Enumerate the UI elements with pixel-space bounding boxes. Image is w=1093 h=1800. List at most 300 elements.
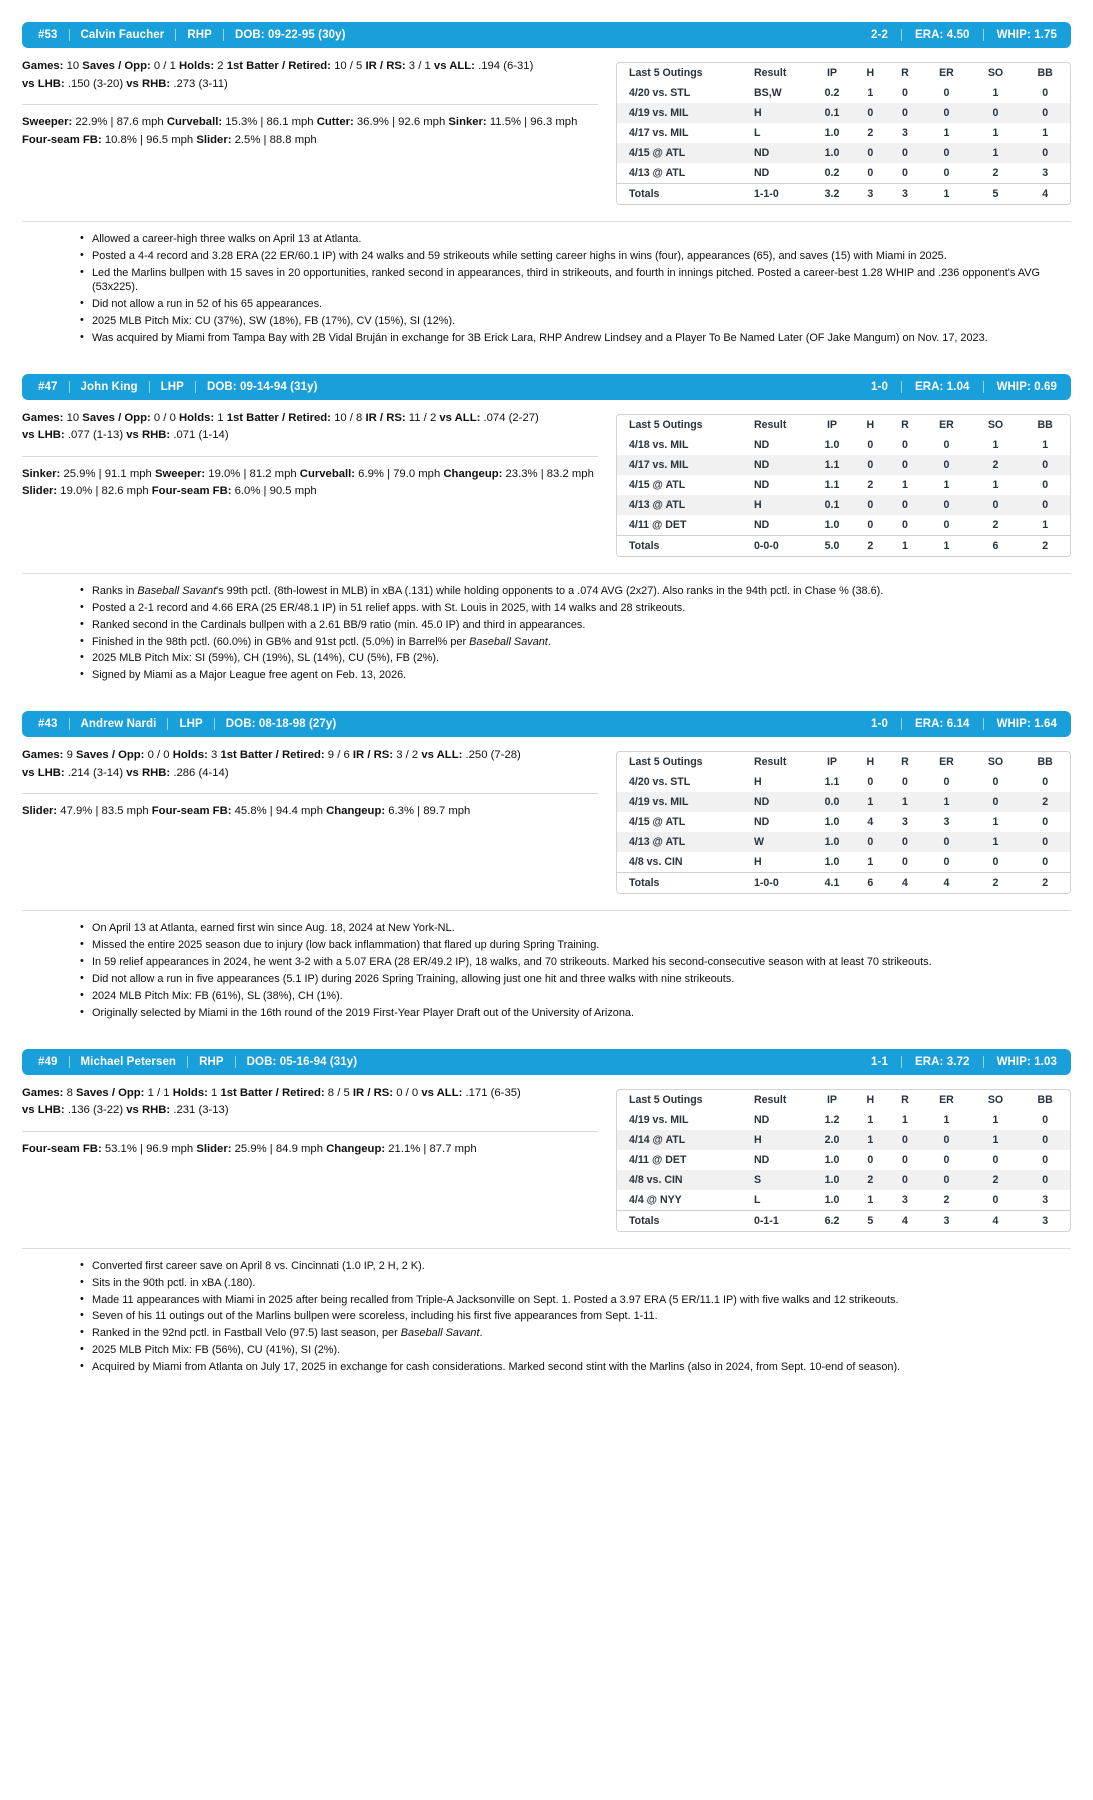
outing-er: 0 <box>943 458 950 471</box>
note-item: • Posted a 2-1 record and 4.66 ERA (25 ER/48.1 IP) in 51 relief apps. with St. Louis in 2025, with 14 walks and 28 strikeouts. <box>80 601 1071 615</box>
outing-r: 0 <box>901 87 908 99</box>
player-number: #49 <box>38 1055 58 1068</box>
outing-r: 0 <box>901 458 908 471</box>
outing-r: 0 <box>901 856 908 869</box>
column-header: H <box>866 67 875 79</box>
totals-r: 4 <box>901 877 908 890</box>
player-whip: WHIP: 1.75 <box>996 29 1057 41</box>
last-5-outings-column <box>612 1085 1071 1232</box>
column-header: Result <box>754 67 787 79</box>
section-spacer <box>22 1377 1071 1403</box>
outing-result: ND <box>754 167 770 179</box>
outing-result: W <box>754 836 764 849</box>
player-hand: LHP <box>179 718 203 731</box>
outing-h: 0 <box>867 167 874 179</box>
totals-row <box>617 184 1070 205</box>
outing-bb: 0 <box>1042 458 1049 471</box>
last-5-outings-table <box>616 751 1071 894</box>
totals-row <box>617 535 1070 556</box>
column-header: ER <box>939 756 954 769</box>
situational-stats-line-1: Games: 10 Saves / Opp: 0 / 1 Holds: 2 1st Batter / Retired: 10 / 5 IR / RS: 3 / 1 vs ALL: .194 (6-31) <box>22 60 534 72</box>
outing-date: 4/18 vs. MIL <box>629 438 689 451</box>
pitch-usage-line-1: Sinker: 25.9% | 91.1 mph Sweeper: 19.0% | 81.2 mph Curveball: 6.9% | 79.0 mph Changeup: 23.3% | 83.2 mph <box>22 467 594 480</box>
outing-bb: 0 <box>1042 107 1049 119</box>
player-body <box>22 400 1071 557</box>
column-header: BB <box>1037 67 1053 79</box>
totals-row <box>617 1210 1070 1231</box>
outing-bb: 0 <box>1042 816 1049 829</box>
totals-row <box>617 873 1070 894</box>
header-divider <box>983 718 984 730</box>
outing-result: ND <box>754 518 770 531</box>
outing-ip: 1.0 <box>824 836 840 849</box>
outing-so: 1 <box>992 127 999 139</box>
column-header: ER <box>939 418 954 431</box>
outing-so: 0 <box>992 776 999 789</box>
note-item: • Seven of his 11 outings out of the Marlins bullpen were scoreless, including his first five appearances from Sept. 1-11. <box>80 1309 1071 1323</box>
outing-h: 2 <box>867 1173 874 1186</box>
outing-row <box>617 812 1070 832</box>
outing-bb: 1 <box>1042 518 1049 531</box>
outing-h: 1 <box>867 1133 874 1146</box>
situational-stats-line-1: Games: 9 Saves / Opp: 0 / 0 Holds: 3 1st Batter / Retired: 9 / 6 IR / RS: 3 / 2 vs ALL: .250 (7-28) <box>22 749 521 762</box>
situational-stats-line-2: vs LHB: .214 (3-14) vs RHB: .286 (4-14) <box>22 766 229 779</box>
outing-r: 3 <box>901 1193 908 1206</box>
outing-ip: 0.2 <box>824 167 840 179</box>
outing-so: 1 <box>992 147 999 159</box>
last-5-outings-column <box>612 410 1071 557</box>
player-block <box>22 374 1071 683</box>
outing-er: 0 <box>943 1173 950 1186</box>
outing-so: 1 <box>992 438 999 451</box>
last-5-outings-column <box>612 747 1071 894</box>
header-divider <box>69 1056 70 1068</box>
player-header <box>22 1049 1071 1075</box>
header-divider <box>69 29 70 41</box>
header-divider <box>187 1056 188 1068</box>
header-divider <box>69 381 70 393</box>
column-header: H <box>866 756 875 769</box>
outing-h: 1 <box>867 1193 874 1206</box>
outing-so: 1 <box>992 836 999 849</box>
note-item: • Did not allow a run in 52 of his 65 appearances. <box>80 297 1071 311</box>
outing-r: 1 <box>901 1113 908 1126</box>
pitch-usage-line-1: Sweeper: 22.9% | 87.6 mph Curveball: 15.3% | 86.1 mph Cutter: 36.9% | 92.6 mph Sinker: 11.5% | 96.3 mph <box>22 116 578 128</box>
player-whip: WHIP: 1.64 <box>996 718 1057 731</box>
player-whip: WHIP: 1.03 <box>996 1055 1057 1068</box>
section-spacer <box>22 685 1071 711</box>
note-item: • On April 13 at Atlanta, earned first win since Aug. 18, 2024 at New York-NL. <box>80 921 1071 935</box>
totals-h: 2 <box>867 539 874 552</box>
outing-date: 4/13 @ ATL <box>629 167 686 179</box>
outing-bb: 1 <box>1042 127 1049 139</box>
column-header: IP <box>826 1093 837 1106</box>
outing-date: 4/15 @ ATL <box>629 147 686 159</box>
outing-r: 0 <box>901 518 908 531</box>
header-divider <box>69 718 70 730</box>
player-record: 1-1 <box>871 1055 888 1068</box>
outing-date: 4/17 vs. MIL <box>629 458 689 471</box>
player-era: ERA: 1.04 <box>914 380 970 393</box>
outing-h: 1 <box>867 796 874 809</box>
column-header: SO <box>987 1093 1004 1106</box>
totals-er: 3 <box>943 1214 950 1227</box>
column-header: R <box>901 1093 909 1106</box>
player-number: #43 <box>38 718 58 731</box>
column-header: Result <box>754 1093 787 1106</box>
stats-divider <box>22 456 598 457</box>
outing-bb: 0 <box>1042 1133 1049 1146</box>
player-header <box>22 711 1071 737</box>
outing-h: 0 <box>867 1153 874 1166</box>
player-stats-column <box>22 58 612 149</box>
note-item: • Ranks in Baseball Savant's 99th pctl. (8th-lowest in MLB) in xBA (.131) while holding opponents to a .074 AVG (2x27). Also ranks in the 94th pctl. in Chase % (38.6). <box>80 584 1071 598</box>
outing-row <box>617 143 1070 163</box>
player-header <box>22 374 1071 400</box>
note-item: • Led the Marlins bullpen with 15 saves in 20 opportunities, ranked second in appearances, third in strikeouts, and fourth in innings pitched. Posted a career-best 1.28 WHIP and .236 opponent's AVG (53x225). <box>80 266 1071 295</box>
outing-h: 1 <box>867 87 874 99</box>
outing-er: 0 <box>943 438 950 451</box>
outing-ip: 1.0 <box>824 438 840 451</box>
outing-so: 0 <box>992 498 999 511</box>
player-record: 2-2 <box>871 29 888 41</box>
outing-ip: 1.0 <box>824 127 840 139</box>
outing-h: 0 <box>867 498 874 511</box>
outing-date: 4/13 @ ATL <box>629 498 686 511</box>
outing-result: ND <box>754 478 770 491</box>
outing-ip: 1.0 <box>824 147 840 159</box>
outing-er: 1 <box>943 478 950 491</box>
outing-row <box>617 83 1070 103</box>
totals-bb: 4 <box>1042 188 1049 200</box>
outing-result: ND <box>754 796 770 809</box>
outing-bb: 0 <box>1042 1113 1049 1126</box>
outing-so: 0 <box>992 1193 999 1206</box>
player-number: #47 <box>38 380 58 393</box>
outing-bb: 0 <box>1042 498 1049 511</box>
player-block <box>22 1049 1071 1375</box>
outing-h: 0 <box>867 147 874 159</box>
outing-bb: 0 <box>1042 478 1049 491</box>
column-header: R <box>901 418 909 431</box>
column-header: SO <box>987 67 1004 79</box>
column-header: BB <box>1037 756 1053 769</box>
player-name: Andrew Nardi <box>80 718 157 731</box>
totals-date: Totals <box>629 539 660 552</box>
player-record: 1-0 <box>871 380 888 393</box>
totals-h: 6 <box>867 877 874 890</box>
outing-bb: 0 <box>1042 1153 1049 1166</box>
totals-h: 3 <box>867 188 874 200</box>
outing-h: 2 <box>867 478 874 491</box>
outing-result: H <box>754 107 762 119</box>
outing-row <box>617 1190 1070 1211</box>
outing-row <box>617 455 1070 475</box>
outing-row <box>617 852 1070 873</box>
note-item: • Finished in the 98th pctl. (60.0%) in GB% and 91st pctl. (5.0%) in Barrel% per Baseball Savant. <box>80 635 1071 649</box>
outing-result: ND <box>754 458 770 471</box>
outing-so: 1 <box>992 1133 999 1146</box>
outing-ip: 1.2 <box>824 1113 840 1126</box>
header-divider <box>167 718 168 730</box>
column-header: Last 5 Outings <box>629 418 703 431</box>
outing-ip: 1.0 <box>824 856 840 869</box>
notes-divider <box>22 910 1071 911</box>
player-number: #53 <box>38 29 58 41</box>
outing-result: H <box>754 498 762 511</box>
outing-so: 0 <box>992 1153 999 1166</box>
stats-divider <box>22 793 598 794</box>
totals-r: 3 <box>901 188 908 200</box>
column-header: ER <box>939 67 954 79</box>
totals-ip: 4.1 <box>824 877 840 890</box>
outing-er: 2 <box>943 1193 950 1206</box>
outing-er: 0 <box>943 498 950 511</box>
outing-row <box>617 163 1070 184</box>
situational-stats-line-1: Games: 8 Saves / Opp: 1 / 1 Holds: 1 1st Batter / Retired: 8 / 5 IR / RS: 0 / 0 vs ALL: .171 (6-35) <box>22 1086 521 1099</box>
outing-h: 0 <box>867 438 874 451</box>
last-5-outings-table <box>616 414 1071 557</box>
player-notes <box>22 921 1071 1020</box>
player-name: John King <box>80 380 138 393</box>
situational-stats-line-2: vs LHB: .136 (3-22) vs RHB: .231 (3-13) <box>22 1104 229 1117</box>
outing-date: 4/20 vs. STL <box>629 87 691 99</box>
outing-date: 4/11 @ DET <box>629 1153 687 1166</box>
player-body <box>22 737 1071 894</box>
outing-ip: 1.0 <box>824 816 840 829</box>
note-item: • Ranked in the 92nd pctl. in Fastball Velo (97.5) last season, per Baseball Savant. <box>80 1326 1071 1340</box>
player-block <box>22 711 1071 1020</box>
outing-date: 4/19 vs. MIL <box>629 796 689 809</box>
player-era: ERA: 4.50 <box>914 29 970 41</box>
column-header: H <box>866 418 875 431</box>
outing-r: 0 <box>901 167 908 179</box>
outing-h: 0 <box>867 776 874 789</box>
column-header: IP <box>826 418 837 431</box>
outing-result: ND <box>754 1153 770 1166</box>
player-body <box>22 48 1071 205</box>
totals-er: 1 <box>943 188 950 200</box>
outing-result: L <box>754 1193 761 1206</box>
outing-date: 4/14 @ ATL <box>629 1133 686 1146</box>
outing-r: 0 <box>901 836 908 849</box>
outing-er: 0 <box>943 167 950 179</box>
outing-date: 4/17 vs. MIL <box>629 127 689 139</box>
totals-so: 2 <box>992 877 999 890</box>
outing-so: 0 <box>992 796 999 809</box>
note-item: • Posted a 4-4 record and 3.28 ERA (22 ER/60.1 IP) with 24 walks and 59 strikeouts while setting career highs in wins (four), appearances (65), and saves (15) with Miami in 2025. <box>80 249 1071 263</box>
totals-so: 6 <box>992 539 999 552</box>
outing-row <box>617 1170 1070 1190</box>
outing-ip: 1.1 <box>824 458 840 471</box>
outing-r: 3 <box>901 816 908 829</box>
outing-bb: 2 <box>1042 796 1049 809</box>
note-item: • Converted first career save on April 8 vs. Cincinnati (1.0 IP, 2 H, 2 K). <box>80 1259 1071 1273</box>
outing-ip: 1.0 <box>824 1153 840 1166</box>
outing-ip: 0.1 <box>824 107 840 119</box>
outing-result: H <box>754 776 762 789</box>
player-name: Michael Petersen <box>80 1055 177 1068</box>
outing-er: 1 <box>943 1113 950 1126</box>
totals-r: 1 <box>901 539 908 552</box>
outing-row <box>617 1130 1070 1150</box>
outing-er: 0 <box>943 107 950 119</box>
outing-er: 0 <box>943 836 950 849</box>
outing-ip: 0.1 <box>824 498 840 511</box>
column-header: Result <box>754 756 787 769</box>
note-item: • Allowed a career-high three walks on April 13 at Atlanta. <box>80 232 1071 246</box>
player-header <box>22 22 1071 48</box>
totals-h: 5 <box>867 1214 874 1227</box>
totals-date: Totals <box>629 188 660 200</box>
outing-h: 0 <box>867 836 874 849</box>
column-header: Last 5 Outings <box>629 756 703 769</box>
section-spacer <box>22 348 1071 374</box>
outing-result: H <box>754 856 762 869</box>
note-item: • In 59 relief appearances in 2024, he went 3-2 with a 5.07 ERA (28 ER/49.2 IP), 18 walks, and 70 strikeouts. Marked his second-consecutive season with at least 70 strikeouts. <box>80 955 1071 969</box>
outing-bb: 0 <box>1042 836 1049 849</box>
player-notes <box>22 1259 1071 1375</box>
outing-bb: 0 <box>1042 856 1049 869</box>
outing-row <box>617 1150 1070 1170</box>
totals-er: 4 <box>943 877 950 890</box>
outing-ip: 2.0 <box>824 1133 840 1146</box>
column-header: H <box>866 1093 875 1106</box>
player-stats-column <box>22 410 612 501</box>
outing-ip: 1.0 <box>824 1193 840 1206</box>
outing-row <box>617 123 1070 143</box>
player-whip: WHIP: 0.69 <box>996 380 1057 393</box>
outing-er: 1 <box>943 127 950 139</box>
outing-er: 1 <box>943 796 950 809</box>
player-list <box>22 22 1071 1403</box>
outing-h: 0 <box>867 518 874 531</box>
outing-r: 0 <box>901 438 908 451</box>
totals-result: 1-0-0 <box>754 877 779 890</box>
player-era: ERA: 6.14 <box>914 718 970 731</box>
outing-r: 1 <box>901 796 908 809</box>
column-header: IP <box>826 756 837 769</box>
outing-bb: 0 <box>1042 776 1049 789</box>
outing-r: 0 <box>901 1133 908 1146</box>
outing-result: H <box>754 1133 762 1146</box>
player-stats-column <box>22 1085 612 1159</box>
outing-er: 0 <box>943 776 950 789</box>
player-record: 1-0 <box>871 718 888 731</box>
outing-ip: 1.0 <box>824 1173 840 1186</box>
note-item: • Sits in the 90th pctl. in xBA (.180). <box>80 1276 1071 1290</box>
outing-bb: 1 <box>1042 438 1049 451</box>
outing-bb: 0 <box>1042 87 1049 99</box>
outing-er: 0 <box>943 1153 950 1166</box>
totals-er: 1 <box>943 539 950 552</box>
column-header: BB <box>1037 1093 1053 1106</box>
outing-bb: 3 <box>1042 1193 1049 1206</box>
outing-date: 4/13 @ ATL <box>629 836 686 849</box>
totals-ip: 5.0 <box>824 539 840 552</box>
player-stats-column <box>22 747 612 821</box>
column-header: SO <box>987 756 1004 769</box>
header-divider <box>901 29 902 41</box>
outing-result: S <box>754 1173 762 1186</box>
header-divider <box>901 1056 902 1068</box>
column-header: IP <box>826 67 837 79</box>
outing-date: 4/19 vs. MIL <box>629 107 689 119</box>
outing-so: 1 <box>992 816 999 829</box>
outing-date: 4/15 @ ATL <box>629 478 686 491</box>
column-header: Result <box>754 418 787 431</box>
outing-bb: 0 <box>1042 147 1049 159</box>
stats-divider <box>22 1131 598 1132</box>
outing-row <box>617 772 1070 792</box>
note-item: • 2024 MLB Pitch Mix: FB (61%), SL (38%), CH (1%). <box>80 989 1071 1003</box>
outing-so: 2 <box>992 518 999 531</box>
outing-date: 4/20 vs. STL <box>629 776 691 789</box>
outing-row <box>617 515 1070 536</box>
header-divider <box>149 381 150 393</box>
totals-ip: 6.2 <box>824 1214 840 1227</box>
outing-er: 3 <box>943 816 950 829</box>
outing-so: 2 <box>992 167 999 179</box>
outing-so: 1 <box>992 478 999 491</box>
note-item: • Was acquired by Miami from Tampa Bay with 2B Vidal Bruján in exchange for 3B Erick Lara, RHP Andrew Lindsey and a Player To Be Named Later (OF Jake Mangum) on Nov. 17, 2023. <box>80 331 1071 345</box>
outing-row <box>617 792 1070 812</box>
note-item: • 2025 MLB Pitch Mix: SI (59%), CH (19%), SL (14%), CU (5%), FB (2%). <box>80 651 1071 665</box>
outing-r: 3 <box>901 127 908 139</box>
outing-result: ND <box>754 438 770 451</box>
situational-stats-line-2: vs LHB: .077 (1-13) vs RHB: .071 (1-14) <box>22 429 229 442</box>
header-divider <box>195 381 196 393</box>
header-divider <box>223 29 224 41</box>
outing-date: 4/19 vs. MIL <box>629 1113 689 1126</box>
outing-h: 4 <box>867 816 874 829</box>
notes-divider <box>22 221 1071 222</box>
player-name: Calvin Faucher <box>80 29 165 41</box>
outing-result: ND <box>754 1113 770 1126</box>
outing-r: 1 <box>901 478 908 491</box>
column-header: BB <box>1037 418 1053 431</box>
outing-result: ND <box>754 816 770 829</box>
outing-result: L <box>754 127 761 139</box>
column-header: Last 5 Outings <box>629 1093 703 1106</box>
outing-er: 0 <box>943 1133 950 1146</box>
outing-so: 0 <box>992 107 999 119</box>
header-divider <box>901 381 902 393</box>
notes-divider <box>22 1248 1071 1249</box>
totals-ip: 3.2 <box>824 188 840 200</box>
totals-date: Totals <box>629 1214 660 1227</box>
stats-divider <box>22 104 598 105</box>
header-divider <box>901 718 902 730</box>
pitch-usage-line-1: Slider: 47.9% | 83.5 mph Four-seam FB: 45.8% | 94.4 mph Changeup: 6.3% | 89.7 mph <box>22 805 471 818</box>
totals-bb: 2 <box>1042 539 1049 552</box>
outing-bb: 0 <box>1042 1173 1049 1186</box>
player-hand: RHP <box>187 29 212 41</box>
outing-ip: 1.1 <box>824 776 840 789</box>
outing-er: 0 <box>943 518 950 531</box>
player-hand: RHP <box>199 1055 224 1068</box>
totals-result: 0-1-1 <box>754 1214 779 1227</box>
player-body <box>22 1075 1071 1232</box>
note-item: • Originally selected by Miami in the 16th round of the 2019 First-Year Player Draft out of the University of Arizona. <box>80 1006 1071 1020</box>
player-notes <box>22 584 1071 683</box>
totals-r: 4 <box>901 1214 908 1227</box>
outing-ip: 0.2 <box>824 87 840 99</box>
outing-r: 0 <box>901 1173 908 1186</box>
outing-date: 4/4 @ NYY <box>629 1193 682 1206</box>
totals-so: 5 <box>992 188 999 200</box>
outing-er: 0 <box>943 87 950 99</box>
